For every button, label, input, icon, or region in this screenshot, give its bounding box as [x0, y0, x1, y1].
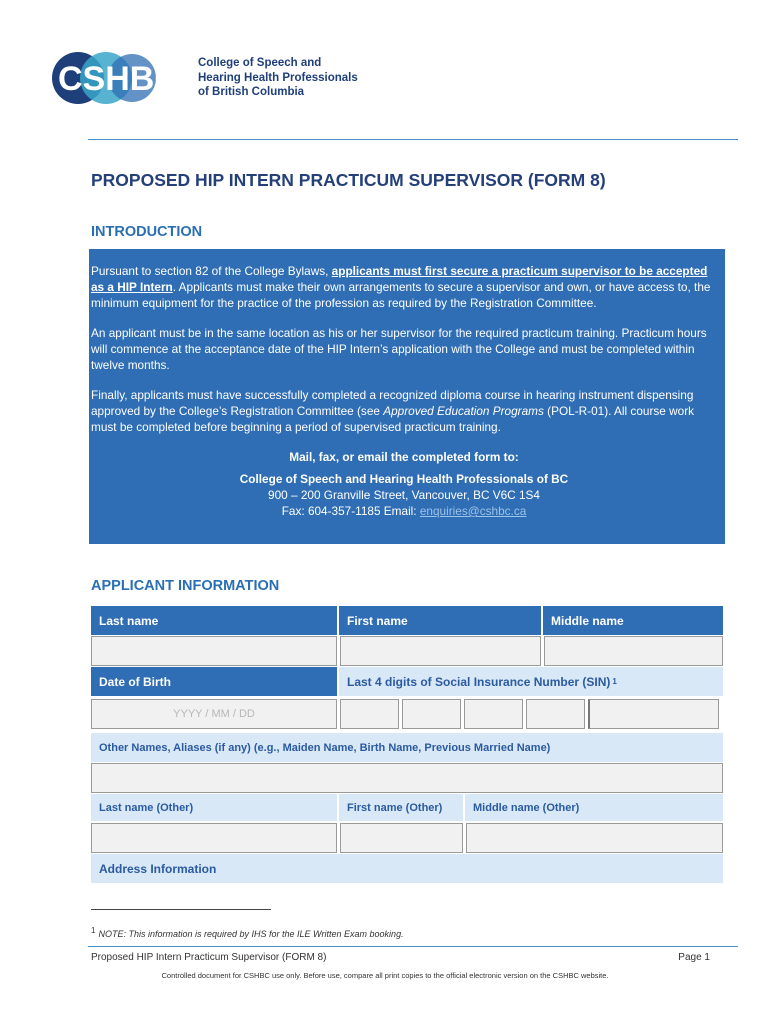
middle-name-label: Middle name — [543, 606, 723, 635]
name-header-row — [91, 606, 723, 635]
top-divider — [88, 139, 738, 140]
other-name-parts-header-row — [91, 794, 723, 821]
sin-digit-2-input[interactable] — [402, 699, 461, 729]
logo-line-1: College of Speech and — [198, 57, 322, 69]
sin-blank-cell — [588, 699, 719, 729]
contact-org: College of Speech and Hearing Health Professionals of BC — [239, 472, 569, 486]
email-link[interactable]: enquiries@cshbc.ca — [419, 504, 527, 518]
dob-sin-input-row — [91, 699, 723, 729]
sin-digit-3-input[interactable] — [464, 699, 523, 729]
cshbc-logo-mark — [52, 50, 192, 106]
footer-control-notice: Controlled document for CSHBC use only. Before use, compare all print copies to the official electronic version on the CSHBC website. — [161, 971, 609, 980]
form-title: PROPOSED HIP INTERN PRACTICUM SUPERVISOR (FORM 8) — [91, 170, 606, 190]
address-info-label: Address Information — [91, 854, 723, 883]
first-name-label: First name — [339, 606, 543, 635]
sin-label: Last 4 digits of Social Insurance Number (SIN) 1 — [339, 667, 723, 696]
contact-block — [91, 449, 717, 519]
other-names-label: Other Names, Aliases (if any) (e.g., Maiden Name, Birth Name, Previous Married Name) — [91, 733, 723, 762]
sin-footnote-mark: 1 — [612, 677, 617, 686]
footnote — [91, 926, 404, 939]
sin-digit-1-input[interactable] — [340, 699, 399, 729]
footer-form-name: Proposed HIP Intern Practicum Supervisor (FORM 8) — [91, 952, 327, 963]
applicant-info-heading: APPLICANT INFORMATION — [91, 578, 280, 594]
middle-name-other-label: Middle name (Other) — [465, 794, 723, 821]
middle-name-input[interactable] — [544, 636, 723, 666]
last-name-other-label: Last name (Other) — [91, 794, 339, 821]
last-name-label: Last name — [91, 606, 339, 635]
other-names-header-row — [91, 733, 723, 762]
first-name-other-label: First name (Other) — [339, 794, 465, 821]
logo-line-2: Hearing Health Professionals — [198, 71, 358, 84]
contact-fax-email: Fax: 604-357-1185 Email: enquiries@cshbc.ca — [281, 504, 527, 518]
sin-digit-4-input[interactable] — [526, 699, 585, 729]
intro-paragraph-2: An applicant must be in the same location as his or her supervisor for the required practicum training. Practicum hours will commence at the acceptance date of the HIP Intern’s application with the College and must be completed within twelve months. — [91, 326, 707, 372]
logo-line-3: of British Columbia — [198, 86, 305, 98]
logo-wordmark: CSHBC — [58, 60, 179, 98]
introduction-box — [89, 249, 725, 544]
dob-sin-header-row — [91, 667, 723, 696]
footnote-text: NOTE: This information is required by IHS for the ILE Written Exam booking. — [98, 929, 404, 939]
footnote-divider — [91, 909, 271, 910]
contact-heading: Mail, fax, or email the completed form to: — [289, 450, 519, 464]
intro-paragraph-1: Pursuant to section 82 of the College Bylaws, applicants must first secure a practicum supervisor to be accepted as a HIP Intern. Applicants must make their own arrangements to secure a supervisor and own, or have access to, the minimum equipment for the practice of the profession as required by the Registration Committee. — [91, 264, 711, 310]
date-of-birth-label: Date of Birth — [91, 667, 339, 696]
other-names-input[interactable] — [91, 763, 723, 793]
name-input-row — [91, 636, 723, 666]
first-name-input[interactable] — [340, 636, 541, 666]
date-of-birth-input[interactable]: YYYY / MM / DD — [91, 699, 337, 729]
cshbc-logo — [52, 50, 382, 106]
address-header-row — [91, 854, 723, 883]
intro-paragraph-3: Finally, applicants must have successfully completed a recognized diploma course in hearing instrument dispensing approved by the College’s Registration Committee (see Approved Education Programs (POL-R-01). All course work must be completed before beginning a period of supervised practicum training. — [91, 388, 695, 434]
last-name-input[interactable] — [91, 636, 337, 666]
bottom-divider — [88, 946, 738, 947]
other-name-parts-input-row — [91, 823, 723, 853]
last-name-other-input[interactable] — [91, 823, 337, 853]
first-name-other-input[interactable] — [340, 823, 463, 853]
introduction-heading: INTRODUCTION — [91, 224, 203, 240]
footer-page-number: Page 1 — [678, 952, 710, 963]
other-names-input-row — [91, 763, 723, 793]
contact-address: 900 – 200 Granville Street, Vancouver, BC V6C 1S4 — [268, 488, 540, 502]
middle-name-other-input[interactable] — [466, 823, 723, 853]
footnote-mark: 1 — [91, 926, 96, 935]
logo-org-name — [198, 56, 358, 100]
